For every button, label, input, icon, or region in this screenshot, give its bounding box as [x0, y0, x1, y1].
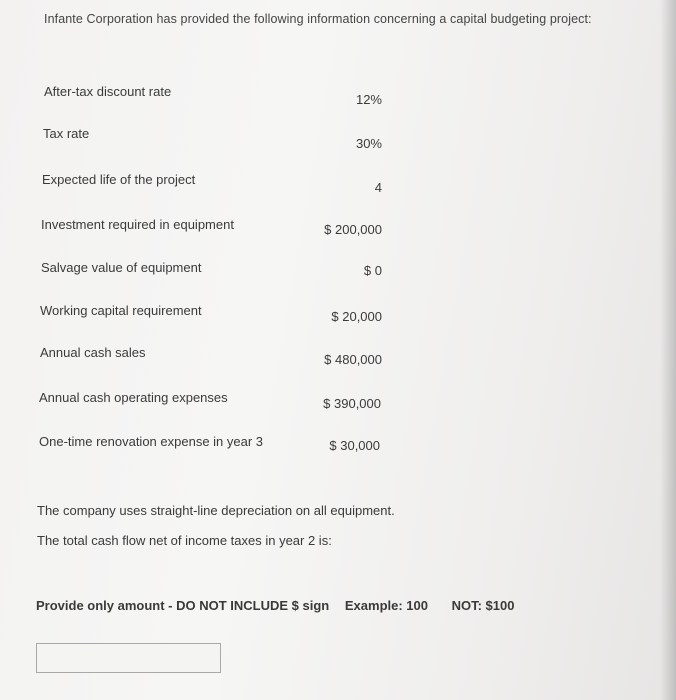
- data-row: [0, 303, 676, 347]
- row-value: 4: [374, 180, 382, 195]
- instruction-main: Provide only amount - DO NOT INCLUDE $ sign: [36, 598, 330, 613]
- data-row: [0, 260, 676, 304]
- row-label: Investment required in equipment: [41, 217, 234, 232]
- data-row: [0, 217, 676, 261]
- question-intro: Infante Corporation has provided the following information concerning a capital budgeting project:: [44, 12, 592, 26]
- row-label: Salvage value of equipment: [41, 260, 202, 275]
- data-row: [0, 172, 676, 216]
- question-prompt: The total cash flow net of income taxes in year 2 is:: [37, 533, 332, 548]
- row-label: Annual cash operating expenses: [39, 390, 228, 405]
- data-row: [0, 126, 676, 170]
- row-value: $ 30,000: [329, 438, 380, 453]
- row-value: $ 200,000: [324, 222, 382, 237]
- data-row: [0, 84, 676, 128]
- answer-instructions: [36, 598, 514, 613]
- row-value: 12%: [355, 92, 382, 107]
- row-label: Expected life of the project: [42, 172, 196, 187]
- row-value: $ 20,000: [331, 309, 382, 324]
- answer-input[interactable]: [36, 643, 221, 673]
- screen-edge: [660, 0, 676, 700]
- depreciation-note: The company uses straight-line depreciation on all equipment.: [37, 503, 395, 518]
- row-value: 30%: [355, 136, 382, 151]
- row-value: $ 0: [363, 263, 382, 278]
- data-row: [0, 345, 676, 389]
- row-label: One-time renovation expense in year 3: [39, 434, 264, 449]
- row-label: Annual cash sales: [40, 345, 146, 360]
- row-value: $ 480,000: [324, 352, 382, 367]
- data-row: [0, 390, 676, 434]
- row-label: After-tax discount rate: [44, 84, 172, 99]
- instruction-not: NOT: $100: [451, 598, 515, 613]
- instruction-example: Example: 100: [344, 598, 428, 613]
- row-label: Working capital requirement: [40, 303, 202, 318]
- row-label: Tax rate: [43, 126, 90, 141]
- data-row: [0, 434, 676, 478]
- row-value: $ 390,000: [323, 396, 381, 411]
